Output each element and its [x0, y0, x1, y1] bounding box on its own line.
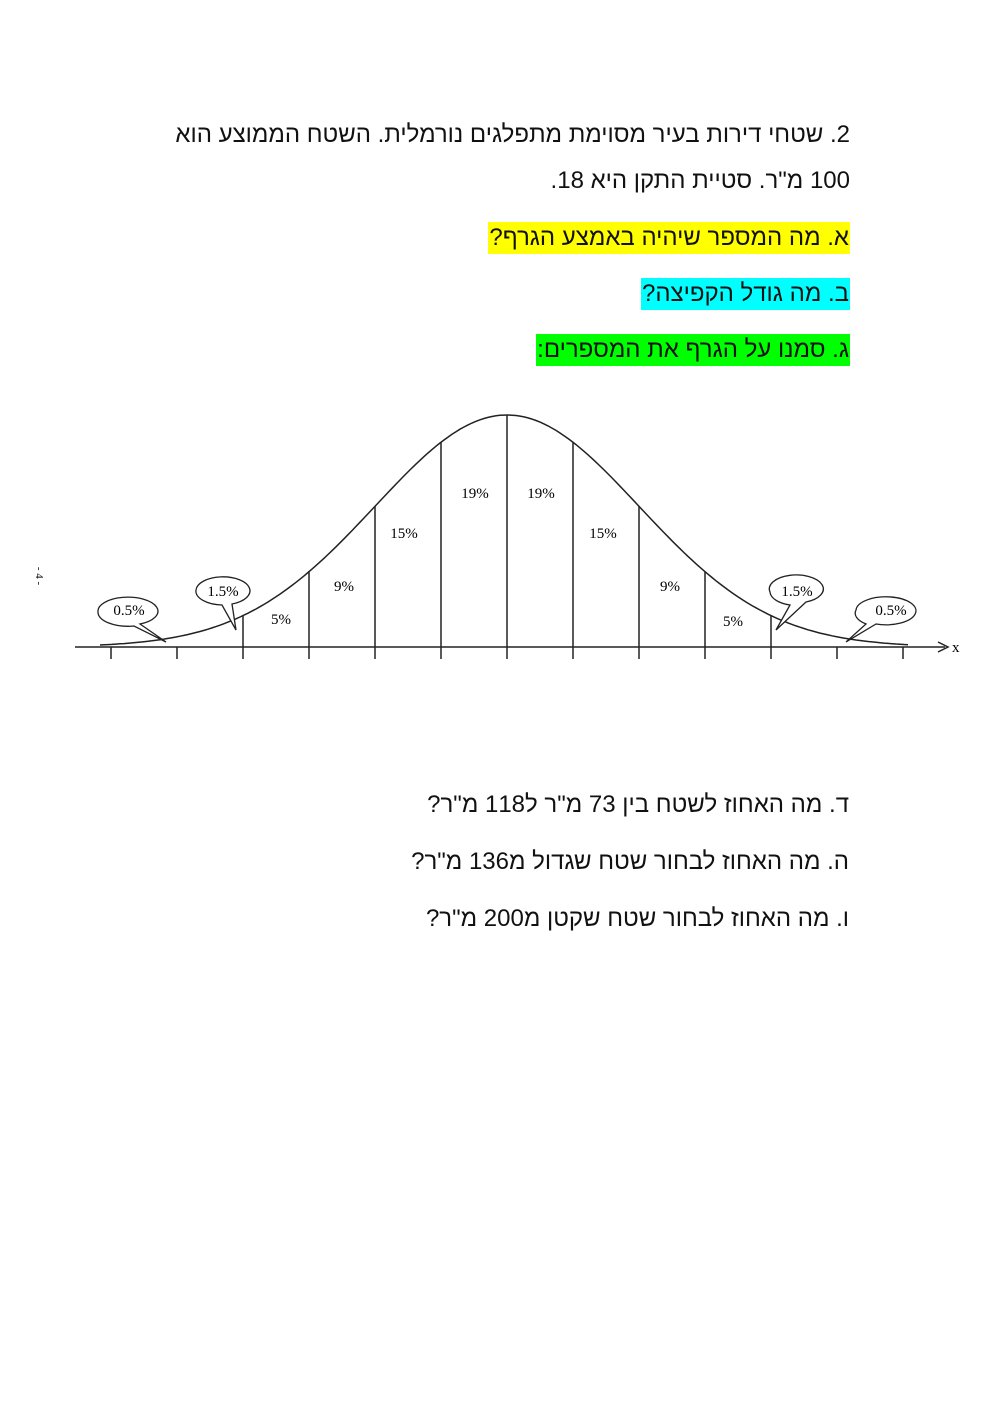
- callout-label-left-outer: 0.5%: [113, 603, 145, 619]
- question-a: א. מה המספר שיהיה באמצע הגרף?: [488, 222, 850, 254]
- question-f: ו. מה האחוז לבחור שטח שקטן מ200 מ"ר?: [425, 905, 849, 932]
- segment-label-4: 19%: [461, 486, 489, 502]
- question-e: ה. מה האחוז לבחור שטח שגדול מ136 מ"ר?: [411, 848, 849, 875]
- question-c: ג. סמנו על הגרף את המספרים:: [536, 334, 850, 366]
- segment-label-2: 9%: [334, 579, 354, 595]
- segment-label-6: 15%: [589, 526, 617, 542]
- segment-label-7: 9%: [660, 579, 680, 595]
- problem-line-2: 100 מ"ר. סטיית התקן היא 18.: [550, 167, 850, 194]
- segment-label-8: 5%: [723, 614, 743, 630]
- callout-label-left-inner: 1.5%: [207, 584, 239, 600]
- question-b: ב. מה גודל הקפיצה?: [641, 278, 850, 310]
- page-number: - 4 -: [33, 566, 46, 586]
- x-axis-label: x: [952, 640, 960, 656]
- normal-distribution-graph: [0, 400, 1000, 670]
- segment-label-3: 15%: [390, 526, 418, 542]
- callout-label-right-outer: 0.5%: [875, 603, 907, 619]
- problem-line-1: 2. שטחי דירות בעיר מסוימת מתפלגים נורמלית. השטח הממוצע הוא: [175, 121, 850, 148]
- axis-ticks: [111, 647, 903, 659]
- problem-statement: [175, 112, 850, 204]
- std-dev-lines: [243, 415, 771, 647]
- callout-label-right-inner: 1.5%: [781, 584, 813, 600]
- segment-label-1: 5%: [271, 612, 291, 628]
- segment-label-5: 19%: [527, 486, 555, 502]
- question-d: ד. מה האחוז לשטח בין 73 מ"ר ל118 מ"ר?: [427, 791, 849, 818]
